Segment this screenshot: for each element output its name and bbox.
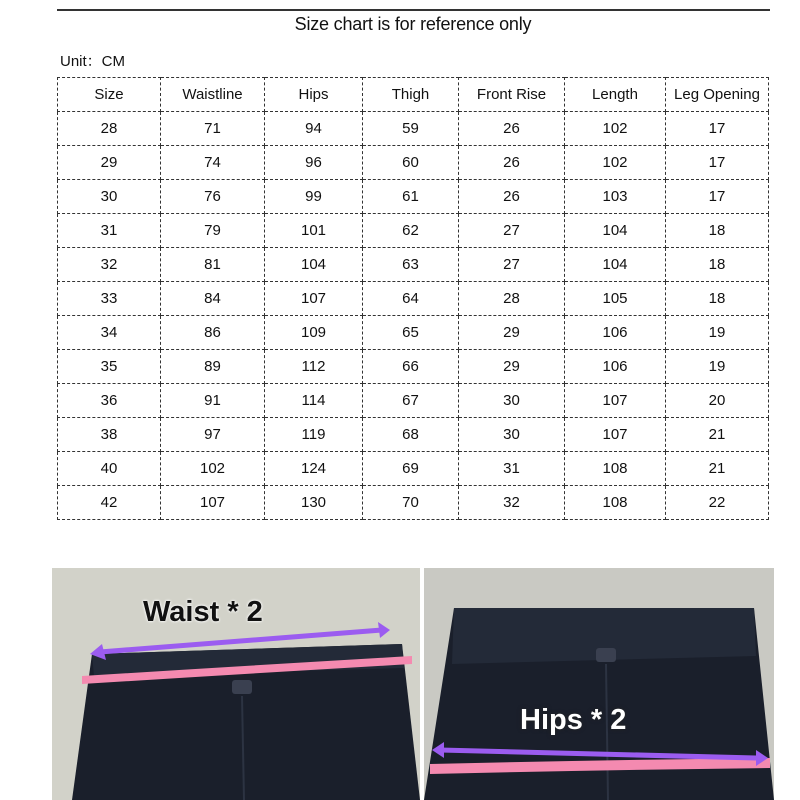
table-cell: 91 bbox=[161, 384, 265, 418]
table-cell: 27 bbox=[459, 248, 565, 282]
table-row bbox=[58, 316, 769, 350]
table-cell: 102 bbox=[565, 146, 666, 180]
table-cell: 17 bbox=[666, 146, 769, 180]
table-cell: 27 bbox=[459, 214, 565, 248]
waist-measure-photo bbox=[52, 568, 420, 800]
table-cell: 65 bbox=[363, 316, 459, 350]
table-cell: 40 bbox=[58, 452, 161, 486]
table-cell: 84 bbox=[161, 282, 265, 316]
table-cell: 38 bbox=[58, 418, 161, 452]
table-header-row bbox=[58, 78, 769, 112]
table-cell: 106 bbox=[565, 350, 666, 384]
table-row bbox=[58, 418, 769, 452]
table-cell: 18 bbox=[666, 214, 769, 248]
table-cell: 130 bbox=[265, 486, 363, 520]
column-header: Hips bbox=[265, 78, 363, 112]
table-cell: 62 bbox=[363, 214, 459, 248]
table-row bbox=[58, 248, 769, 282]
column-header: Thigh bbox=[363, 78, 459, 112]
table-cell: 104 bbox=[265, 248, 363, 282]
table-cell: 22 bbox=[666, 486, 769, 520]
table-cell: 107 bbox=[565, 384, 666, 418]
table-cell: 119 bbox=[265, 418, 363, 452]
table-cell: 76 bbox=[161, 180, 265, 214]
table-cell: 71 bbox=[161, 112, 265, 146]
table-cell: 31 bbox=[459, 452, 565, 486]
table-cell: 97 bbox=[161, 418, 265, 452]
table-cell: 26 bbox=[459, 180, 565, 214]
table-cell: 36 bbox=[58, 384, 161, 418]
hips-measure-photo bbox=[424, 568, 774, 800]
table-cell: 32 bbox=[459, 486, 565, 520]
table-cell: 60 bbox=[363, 146, 459, 180]
table-cell: 17 bbox=[666, 112, 769, 146]
column-header: Size bbox=[58, 78, 161, 112]
table-cell: 79 bbox=[161, 214, 265, 248]
waist-caption: Waist * 2 bbox=[143, 596, 263, 628]
table-cell: 107 bbox=[265, 282, 363, 316]
table-cell: 19 bbox=[666, 350, 769, 384]
table-cell: 114 bbox=[265, 384, 363, 418]
table-cell: 102 bbox=[161, 452, 265, 486]
table-cell: 107 bbox=[161, 486, 265, 520]
table-cell: 30 bbox=[459, 418, 565, 452]
table-cell: 26 bbox=[459, 146, 565, 180]
table-cell: 108 bbox=[565, 486, 666, 520]
button-shape bbox=[596, 648, 616, 662]
hips-caption: Hips * 2 bbox=[520, 704, 627, 736]
table-row bbox=[58, 112, 769, 146]
table-cell: 108 bbox=[565, 452, 666, 486]
table-cell: 61 bbox=[363, 180, 459, 214]
table-cell: 19 bbox=[666, 316, 769, 350]
table-cell: 42 bbox=[58, 486, 161, 520]
top-rule bbox=[57, 9, 770, 11]
table-row bbox=[58, 384, 769, 418]
table-cell: 59 bbox=[363, 112, 459, 146]
table-cell: 28 bbox=[459, 282, 565, 316]
column-header: Leg Opening bbox=[666, 78, 769, 112]
table-cell: 105 bbox=[565, 282, 666, 316]
table-cell: 29 bbox=[459, 350, 565, 384]
table-row bbox=[58, 180, 769, 214]
table-cell: 64 bbox=[363, 282, 459, 316]
table-cell: 124 bbox=[265, 452, 363, 486]
table-cell: 31 bbox=[58, 214, 161, 248]
table-row bbox=[58, 486, 769, 520]
table-cell: 102 bbox=[565, 112, 666, 146]
table-cell: 104 bbox=[565, 248, 666, 282]
table-cell: 99 bbox=[265, 180, 363, 214]
table-cell: 34 bbox=[58, 316, 161, 350]
table-row bbox=[58, 452, 769, 486]
table-cell: 112 bbox=[265, 350, 363, 384]
table-cell: 107 bbox=[565, 418, 666, 452]
table-cell: 28 bbox=[58, 112, 161, 146]
hips-photo-illustration bbox=[424, 568, 774, 800]
table-row bbox=[58, 146, 769, 180]
table-cell: 106 bbox=[565, 316, 666, 350]
table-cell: 94 bbox=[265, 112, 363, 146]
table-cell: 21 bbox=[666, 452, 769, 486]
table-cell: 35 bbox=[58, 350, 161, 384]
page-title: Size chart is for reference only bbox=[294, 14, 532, 34]
table-cell: 68 bbox=[363, 418, 459, 452]
table-cell: 66 bbox=[363, 350, 459, 384]
button-shape bbox=[232, 680, 252, 694]
table-cell: 20 bbox=[666, 384, 769, 418]
table-cell: 109 bbox=[265, 316, 363, 350]
table-cell: 86 bbox=[161, 316, 265, 350]
table-row bbox=[58, 214, 769, 248]
size-chart-table bbox=[57, 77, 769, 520]
column-header: Waistline bbox=[161, 78, 265, 112]
table-cell: 30 bbox=[58, 180, 161, 214]
table-row bbox=[58, 350, 769, 384]
table-cell: 67 bbox=[363, 384, 459, 418]
table-cell: 32 bbox=[58, 248, 161, 282]
table-cell: 96 bbox=[265, 146, 363, 180]
table-cell: 26 bbox=[459, 112, 565, 146]
column-header: Length bbox=[565, 78, 666, 112]
table-cell: 29 bbox=[58, 146, 161, 180]
column-header: Front Rise bbox=[459, 78, 565, 112]
table-cell: 69 bbox=[363, 452, 459, 486]
table-cell: 18 bbox=[666, 248, 769, 282]
table-cell: 33 bbox=[58, 282, 161, 316]
table-cell: 17 bbox=[666, 180, 769, 214]
table-row bbox=[58, 282, 769, 316]
table-cell: 30 bbox=[459, 384, 565, 418]
table-cell: 101 bbox=[265, 214, 363, 248]
table-cell: 74 bbox=[161, 146, 265, 180]
table-cell: 18 bbox=[666, 282, 769, 316]
unit-label: Unit：CM bbox=[60, 53, 126, 70]
table-cell: 63 bbox=[363, 248, 459, 282]
table-cell: 81 bbox=[161, 248, 265, 282]
table-cell: 103 bbox=[565, 180, 666, 214]
table-cell: 89 bbox=[161, 350, 265, 384]
table-body bbox=[58, 112, 769, 520]
table-cell: 70 bbox=[363, 486, 459, 520]
table-cell: 21 bbox=[666, 418, 769, 452]
table-cell: 29 bbox=[459, 316, 565, 350]
table-cell: 104 bbox=[565, 214, 666, 248]
